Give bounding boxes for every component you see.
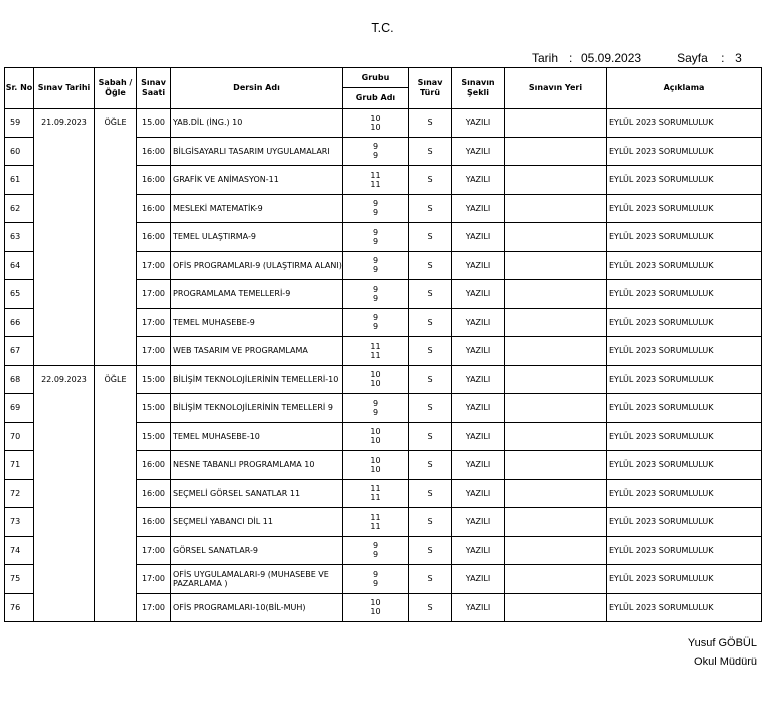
note-cell: EYLÜL 2023 SORUMLULUK — [607, 137, 762, 166]
note-cell: EYLÜL 2023 SORUMLULUK — [607, 479, 762, 508]
group-name-value: 10 — [370, 464, 381, 474]
group-value: 9 — [372, 284, 379, 294]
course-name-cell: MESLEKİ MATEMATİK-9 — [171, 194, 343, 223]
exam-time-cell: 17:00 — [137, 536, 171, 565]
exam-place-cell — [505, 536, 607, 565]
group-value: 11 — [370, 484, 381, 494]
exam-place-cell — [505, 137, 607, 166]
exam-form-cell: YAZILI — [452, 223, 505, 252]
note-cell: EYLÜL 2023 SORUMLULUK — [607, 365, 762, 394]
exam-type-cell: S — [409, 308, 452, 337]
row-number: 64 — [5, 251, 34, 280]
exam-type-cell: S — [409, 337, 452, 366]
note-cell: EYLÜL 2023 SORUMLULUK — [607, 109, 762, 138]
note-cell: EYLÜL 2023 SORUMLULUK — [607, 251, 762, 280]
exam-place-cell — [505, 422, 607, 451]
group-value: 11 — [370, 170, 381, 180]
note-cell: EYLÜL 2023 SORUMLULUK — [607, 508, 762, 537]
page-separator: : — [721, 51, 725, 65]
group-name-value: 11 — [370, 179, 381, 189]
exam-form-cell: YAZILI — [452, 109, 505, 138]
exam-time-cell: 17:00 — [137, 593, 171, 622]
signer-title: Okul Müdürü — [694, 656, 757, 668]
group-cell — [343, 109, 409, 138]
group-value: 9 — [372, 142, 379, 152]
exam-form-cell: YAZILI — [452, 308, 505, 337]
note-cell: EYLÜL 2023 SORUMLULUK — [607, 308, 762, 337]
group-cell — [343, 308, 409, 337]
exam-type-cell: S — [409, 536, 452, 565]
group-cell — [343, 194, 409, 223]
exam-type-cell: S — [409, 137, 452, 166]
course-name-cell: BİLGİSAYARLI TASARIM UYGULAMALARI — [171, 137, 343, 166]
course-name-cell: SEÇMELİ YABANCI DİL 11 — [171, 508, 343, 537]
exam-time-cell: 16:00 — [137, 479, 171, 508]
exam-form-cell: YAZILI — [452, 137, 505, 166]
group-name-value: 9 — [372, 293, 379, 303]
course-name-cell: TEMEL ULAŞTIRMA-9 — [171, 223, 343, 252]
exam-form-cell: YAZILI — [452, 422, 505, 451]
group-cell — [343, 479, 409, 508]
exam-form-cell: YAZILI — [452, 365, 505, 394]
exam-type-cell: S — [409, 109, 452, 138]
exam-date-cell: 22.09.2023 — [34, 365, 95, 622]
group-name-value: 10 — [370, 436, 381, 446]
exam-time-cell: 15:00 — [137, 394, 171, 423]
group-value: 9 — [372, 199, 379, 209]
exam-time-cell: 15.00 — [137, 109, 171, 138]
group-cell — [343, 508, 409, 537]
group-cell — [343, 137, 409, 166]
group-name-value: 9 — [372, 151, 379, 161]
note-cell: EYLÜL 2023 SORUMLULUK — [607, 422, 762, 451]
exam-place-cell — [505, 451, 607, 480]
course-name-cell: TEMEL MUHASEBE-10 — [171, 422, 343, 451]
row-number: 59 — [5, 109, 34, 138]
exam-type-cell: S — [409, 593, 452, 622]
exam-time-cell: 16:00 — [137, 223, 171, 252]
row-number: 67 — [5, 337, 34, 366]
exam-place-cell — [505, 365, 607, 394]
exam-place-cell — [505, 109, 607, 138]
group-value: 9 — [372, 227, 379, 237]
row-number: 62 — [5, 194, 34, 223]
exam-form-cell: YAZILI — [452, 337, 505, 366]
col-exam-type: Sınav Türü — [409, 68, 452, 109]
group-cell — [343, 536, 409, 565]
note-cell: EYLÜL 2023 SORUMLULUK — [607, 194, 762, 223]
date-value: 05.09.2023 — [581, 51, 642, 65]
group-name-value: 9 — [372, 236, 379, 246]
group-name-value: 11 — [370, 493, 381, 503]
col-course: Dersin Adı — [171, 68, 343, 109]
course-name-cell: OFİS PROGRAMLARI-10(BİL-MUH) — [171, 593, 343, 622]
exam-place-cell — [505, 565, 607, 594]
course-name-cell: WEB TASARIM VE PROGRAMLAMA — [171, 337, 343, 366]
row-number: 76 — [5, 593, 34, 622]
group-value: 9 — [372, 313, 379, 323]
document-meta — [532, 51, 742, 65]
group-value: 9 — [372, 256, 379, 266]
group-name-value: 10 — [370, 379, 381, 389]
session-cell: ÖĞLE — [95, 365, 137, 622]
course-name-cell: TEMEL MUHASEBE-9 — [171, 308, 343, 337]
exam-place-cell — [505, 479, 607, 508]
date-separator: : — [569, 51, 573, 65]
col-sr-no: Sr. No — [5, 68, 34, 109]
row-number: 75 — [5, 565, 34, 594]
col-group-name: Grub Adı — [343, 88, 409, 109]
group-cell — [343, 565, 409, 594]
exam-place-cell — [505, 166, 607, 195]
exam-time-cell: 15:00 — [137, 365, 171, 394]
col-session: Sabah / Öğle — [95, 68, 137, 109]
group-name-value: 9 — [372, 265, 379, 275]
note-cell: EYLÜL 2023 SORUMLULUK — [607, 536, 762, 565]
course-name-cell: PROGRAMLAMA TEMELLERİ-9 — [171, 280, 343, 309]
page-number: 3 — [735, 51, 742, 65]
exam-form-cell: YAZILI — [452, 166, 505, 195]
group-value: 10 — [370, 113, 381, 123]
exam-form-cell: YAZILI — [452, 593, 505, 622]
group-value: 10 — [370, 598, 381, 608]
row-number: 68 — [5, 365, 34, 394]
col-exam-date: Sınav Tarihi — [34, 68, 95, 109]
exam-place-cell — [505, 394, 607, 423]
exam-type-cell: S — [409, 479, 452, 508]
col-exam-place: Sınavın Yeri — [505, 68, 607, 109]
exam-form-cell: YAZILI — [452, 508, 505, 537]
note-cell: EYLÜL 2023 SORUMLULUK — [607, 280, 762, 309]
group-cell — [343, 166, 409, 195]
group-value: 11 — [370, 512, 381, 522]
note-cell: EYLÜL 2023 SORUMLULUK — [607, 394, 762, 423]
exam-time-cell: 16:00 — [137, 508, 171, 537]
row-number: 61 — [5, 166, 34, 195]
exam-time-cell: 17:00 — [137, 337, 171, 366]
group-cell — [343, 223, 409, 252]
col-group: Grubu — [343, 68, 409, 88]
group-value: 9 — [372, 398, 379, 408]
group-cell — [343, 394, 409, 423]
exam-type-cell: S — [409, 565, 452, 594]
exam-type-cell: S — [409, 194, 452, 223]
group-name-value: 9 — [372, 578, 379, 588]
country-heading: T.C. — [371, 21, 394, 35]
group-name-value: 9 — [372, 322, 379, 332]
exam-time-cell: 16:00 — [137, 137, 171, 166]
course-name-cell: OFİS UYGULAMALARI-9 (MUHASEBE VE PAZARLAMA ) — [171, 565, 343, 594]
exam-place-cell — [505, 308, 607, 337]
exam-place-cell — [505, 508, 607, 537]
group-name-value: 9 — [372, 550, 379, 560]
exam-time-cell: 15:00 — [137, 422, 171, 451]
group-name-value: 10 — [370, 607, 381, 617]
course-name-cell: GÖRSEL SANATLAR-9 — [171, 536, 343, 565]
exam-place-cell — [505, 280, 607, 309]
row-number: 63 — [5, 223, 34, 252]
exam-form-cell: YAZILI — [452, 251, 505, 280]
group-name-value: 11 — [370, 521, 381, 531]
exam-time-cell: 17:00 — [137, 308, 171, 337]
table-row — [5, 365, 762, 394]
group-name-value: 10 — [370, 122, 381, 132]
group-value: 10 — [370, 455, 381, 465]
table-row — [5, 109, 762, 138]
exam-form-cell: YAZILI — [452, 394, 505, 423]
exam-type-cell: S — [409, 451, 452, 480]
note-cell: EYLÜL 2023 SORUMLULUK — [607, 451, 762, 480]
group-name-value: 9 — [372, 208, 379, 218]
group-value: 10 — [370, 427, 381, 437]
session-cell: ÖĞLE — [95, 109, 137, 366]
group-cell — [343, 422, 409, 451]
group-name-value: 11 — [370, 350, 381, 360]
row-number: 73 — [5, 508, 34, 537]
group-cell — [343, 280, 409, 309]
note-cell: EYLÜL 2023 SORUMLULUK — [607, 337, 762, 366]
exam-type-cell: S — [409, 394, 452, 423]
group-cell — [343, 251, 409, 280]
date-label: Tarih — [532, 51, 559, 65]
note-cell: EYLÜL 2023 SORUMLULUK — [607, 166, 762, 195]
group-value: 10 — [370, 370, 381, 380]
row-number: 71 — [5, 451, 34, 480]
group-value: 9 — [372, 569, 379, 579]
course-name-cell: SEÇMELİ GÖRSEL SANATLAR 11 — [171, 479, 343, 508]
group-cell — [343, 337, 409, 366]
exam-time-cell: 16:00 — [137, 451, 171, 480]
row-number: 69 — [5, 394, 34, 423]
group-name-value: 9 — [372, 407, 379, 417]
note-cell: EYLÜL 2023 SORUMLULUK — [607, 565, 762, 594]
course-name-cell: GRAFİK VE ANİMASYON-11 — [171, 166, 343, 195]
course-name-cell: OFİS PROGRAMLARI-9 (ULAŞTIRMA ALANI) — [171, 251, 343, 280]
exam-type-cell: S — [409, 166, 452, 195]
row-number: 65 — [5, 280, 34, 309]
exam-date-cell: 21.09.2023 — [34, 109, 95, 366]
exam-place-cell — [505, 223, 607, 252]
exam-form-cell: YAZILI — [452, 565, 505, 594]
exam-time-cell: 17:00 — [137, 251, 171, 280]
col-exam-form: Sınavın Şekli — [452, 68, 505, 109]
course-name-cell: BİLİŞİM TEKNOLOJİLERİNİN TEMELLERİ 9 — [171, 394, 343, 423]
col-exam-time: Sınav Saati — [137, 68, 171, 109]
row-number: 66 — [5, 308, 34, 337]
group-cell — [343, 593, 409, 622]
exam-type-cell: S — [409, 280, 452, 309]
group-cell — [343, 451, 409, 480]
exam-time-cell: 17:00 — [137, 565, 171, 594]
exam-type-cell: S — [409, 223, 452, 252]
group-value: 9 — [372, 541, 379, 551]
exam-place-cell — [505, 251, 607, 280]
exam-form-cell: YAZILI — [452, 280, 505, 309]
col-note: Açıklama — [607, 68, 762, 109]
exam-form-cell: YAZILI — [452, 451, 505, 480]
note-cell: EYLÜL 2023 SORUMLULUK — [607, 223, 762, 252]
row-number: 74 — [5, 536, 34, 565]
exam-time-cell: 17:00 — [137, 280, 171, 309]
exam-form-cell: YAZILI — [452, 479, 505, 508]
exam-form-cell: YAZILI — [452, 536, 505, 565]
page-label: Sayfa — [677, 51, 708, 65]
group-value: 11 — [370, 341, 381, 351]
row-number: 72 — [5, 479, 34, 508]
exam-type-cell: S — [409, 251, 452, 280]
exam-place-cell — [505, 593, 607, 622]
exam-type-cell: S — [409, 365, 452, 394]
exam-place-cell — [505, 337, 607, 366]
signer-name: Yusuf GÖBÜL — [687, 637, 757, 649]
exam-place-cell — [505, 194, 607, 223]
row-number: 60 — [5, 137, 34, 166]
group-cell — [343, 365, 409, 394]
row-number: 70 — [5, 422, 34, 451]
exam-time-cell: 16:00 — [137, 194, 171, 223]
exam-time-cell: 16:00 — [137, 166, 171, 195]
exam-form-cell: YAZILI — [452, 194, 505, 223]
course-name-cell: YAB.DİL (İNG.) 10 — [171, 109, 343, 138]
exam-schedule-table — [4, 67, 762, 622]
exam-type-cell: S — [409, 422, 452, 451]
exam-type-cell: S — [409, 508, 452, 537]
course-name-cell: BİLİŞİM TEKNOLOJİLERİNİN TEMELLERİ-10 — [171, 365, 343, 394]
course-name-cell: NESNE TABANLI PROGRAMLAMA 10 — [171, 451, 343, 480]
note-cell: EYLÜL 2023 SORUMLULUK — [607, 593, 762, 622]
